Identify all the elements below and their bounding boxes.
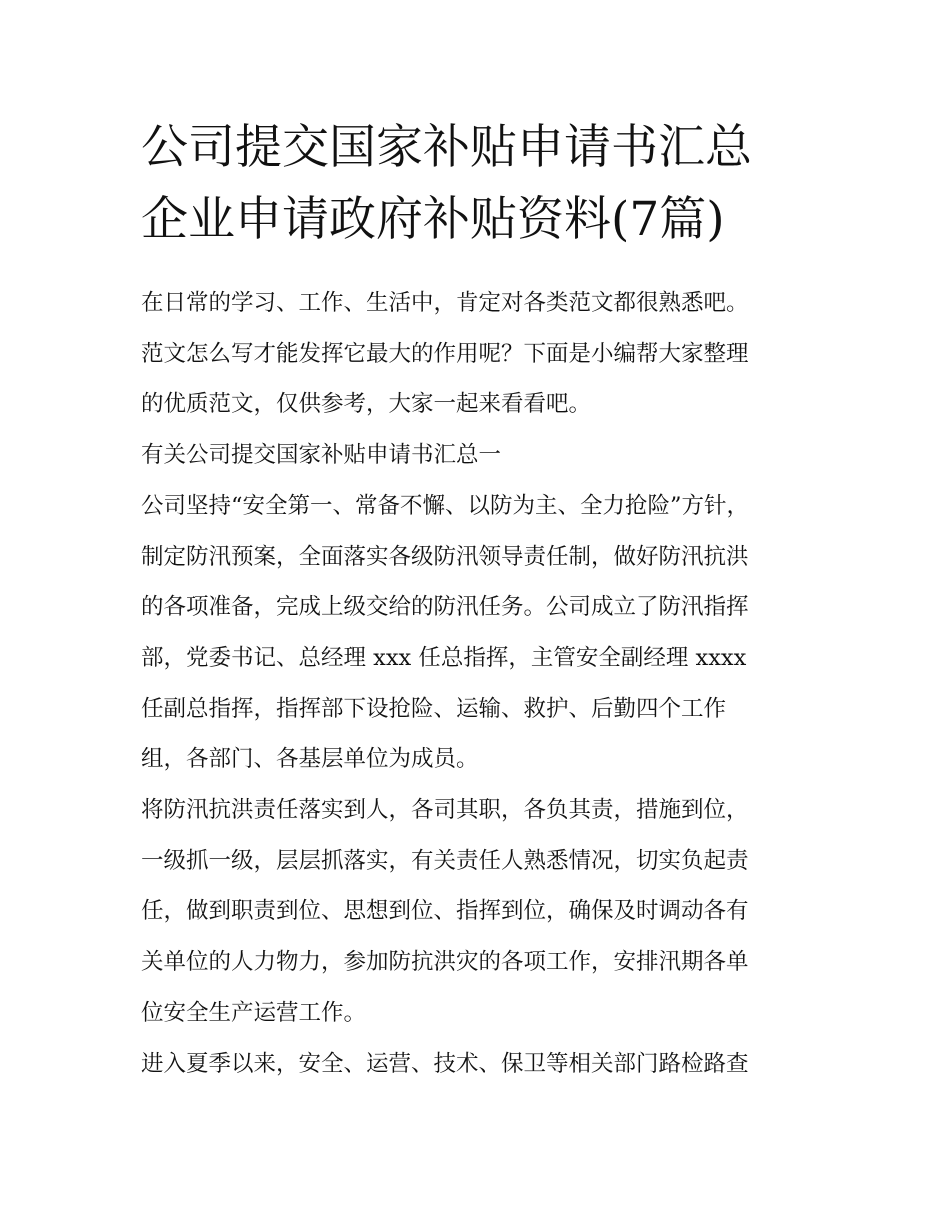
- document-title: [141, 112, 821, 256]
- text-line: 制定防汛预案，全面落实各级防汛领导责任制，做好防汛抗洪: [141, 543, 749, 570]
- title-line: 公司提交国家补贴申请书汇总: [141, 120, 752, 175]
- body-paragraph: [141, 481, 821, 785]
- title-line: 企业申请政府补贴资料(7篇): [141, 192, 725, 247]
- document-body: [141, 278, 821, 1089]
- body-paragraph: [141, 1039, 821, 1090]
- text-line: 有关公司提交国家补贴申请书汇总一: [141, 442, 502, 469]
- text-line: 的优质范文，仅供参考，大家一起来看看吧。: [141, 391, 592, 418]
- text-line: 部，党委书记、总经理 xxx 任总指挥，主管安全副经理 xxxx: [141, 644, 747, 671]
- body-paragraph: [141, 785, 821, 1039]
- text-line: 任，做到职责到位、思想到位、指挥到位，确保及时调动各有: [141, 898, 749, 925]
- text-line: 的各项准备，完成上级交给的防汛任务。公司成立了防汛指挥: [141, 594, 749, 621]
- text-line: 进入夏季以来，安全、运营、技术、保卫等相关部门路检路查: [141, 1050, 749, 1077]
- document-page: [141, 112, 821, 1089]
- text-line: 范文怎么写才能发挥它最大的作用呢？下面是小编帮大家整理: [141, 340, 749, 367]
- intro-paragraph: [141, 278, 821, 430]
- section-heading: [141, 430, 821, 481]
- text-line: 组，各部门、各基层单位为成员。: [141, 746, 479, 773]
- text-line: 位安全生产运营工作。: [141, 999, 367, 1026]
- text-line: 公司坚持“安全第一、常备不懈、以防为主、全力抢险”方针，: [141, 492, 750, 519]
- text-line: 将防汛抗洪责任落实到人，各司其职，各负其责，措施到位，: [141, 797, 749, 824]
- text-line: 一级抓一级，层层抓落实，有关责任人熟悉情况，切实负起责: [141, 847, 749, 874]
- text-line: 关单位的人力物力，参加防抗洪灾的各项工作，安排汛期各单: [141, 949, 749, 976]
- text-line: 在日常的学习、工作、生活中，肯定对各类范文都很熟悉吧。: [141, 290, 749, 316]
- text-line: 任副总指挥，指挥部下设抢险、运输、救护、后勤四个工作: [141, 695, 727, 722]
